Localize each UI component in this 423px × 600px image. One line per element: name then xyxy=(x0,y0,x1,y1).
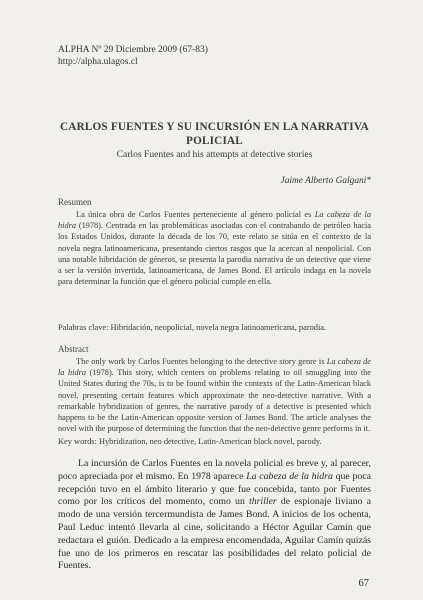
body-paragraph xyxy=(58,458,371,573)
resumen-work-title: La cabeza de la hidra xyxy=(58,210,371,231)
palabras-clave: Palabras clave: Hibridación, neopolicial, novela negra latinoamericana, parodia. xyxy=(58,323,327,332)
article-subtitle: Carlos Fuentes and his attempts at detective stories xyxy=(116,149,313,160)
resumen-text-1: La única obra de Carlos Fuentes perteneciente al género policial es xyxy=(76,210,315,219)
journal-url[interactable]: http://alpha.ulagos.cl xyxy=(58,57,138,67)
article-title: CARLOS FUENTES Y SU INCURSIÓN EN LA NARRATIVA POLICIAL xyxy=(60,121,369,147)
abstract-paragraph xyxy=(58,356,371,434)
page-number: 67 xyxy=(358,578,369,589)
resumen-text-2: (1978). Centrada en las problemáticas asociadas con el contrabando de petróleo hacia los Estados Unidos, durante la década de los 70, este relato se sitúa en el contexto de la novela negra latinoamericana, presentando ciertos rasgos que la acercan al neopolicial. Con una notable hibridación de géneros, se presenta la parodia narrativa de un detective que viene a ser la versión invertida, latinoamericana, de James Bond. El artículo indaga en la novela para determinar la función que el género policial cumple en ella. xyxy=(58,221,371,287)
journal-issue-line: ALPHA Nº 29 Diciembre 2009 (67-83) xyxy=(58,45,208,55)
body-thriller-term: thriller xyxy=(248,496,277,508)
abstract-text-2: (1978). This story, which centers on problems relating to oil smuggling into the United States during the 70s, is to be found within the contexts of the Latin-American black novel, presenting certain features which approximate the neo-detective narrative. With a remarkable hybridization of genres, the narrative parody of a detective is presented which happens to be the Latin-American opposite version of James Bond. The article analyses the novel with the purpose of determining the function that the neo-detective genre performs in it. xyxy=(58,368,371,434)
resumen-heading: Resumen xyxy=(58,197,92,207)
resumen-paragraph xyxy=(58,209,371,287)
body-text-3: de espionaje liviano a modo de una versión tercermundista de James Bond. A inicios de los ochenta, Paul Leduc intentó llevarla al cine, solicitando a Héctor Aguilar Camín que redactara el guión. Dedicado a la empresa encomendada, Aguilar Camín quizás fue uno de los primeros en rescatar las posibilidades del relato policial de Fuentes. xyxy=(58,496,371,572)
article-author: Jaime Alberto Galgani* xyxy=(280,176,371,186)
journal-header xyxy=(58,44,208,68)
abstract-heading: Abstract xyxy=(58,344,89,354)
key-words: Key words: Hybridization, neo detective, Latin-American black novel, parody. xyxy=(58,437,322,446)
abstract-work-title: La cabeza de la hidra xyxy=(58,357,371,378)
abstract-text-1: The only work by Carlos Fuentes belonging to the detective story genre is xyxy=(76,357,327,366)
body-work-title: La cabeza de la hidra xyxy=(246,470,333,482)
body-text-2: que poca recepción tuvo en el ámbito literario y que fue concebida, tanto por Fuentes como por los críticos del momento, como un xyxy=(58,470,371,508)
body-text-1: La incursión de Carlos Fuentes en la novela policial es breve y, al parecer, poco apreciada por el mismo. En 1978 aparece xyxy=(58,458,371,482)
